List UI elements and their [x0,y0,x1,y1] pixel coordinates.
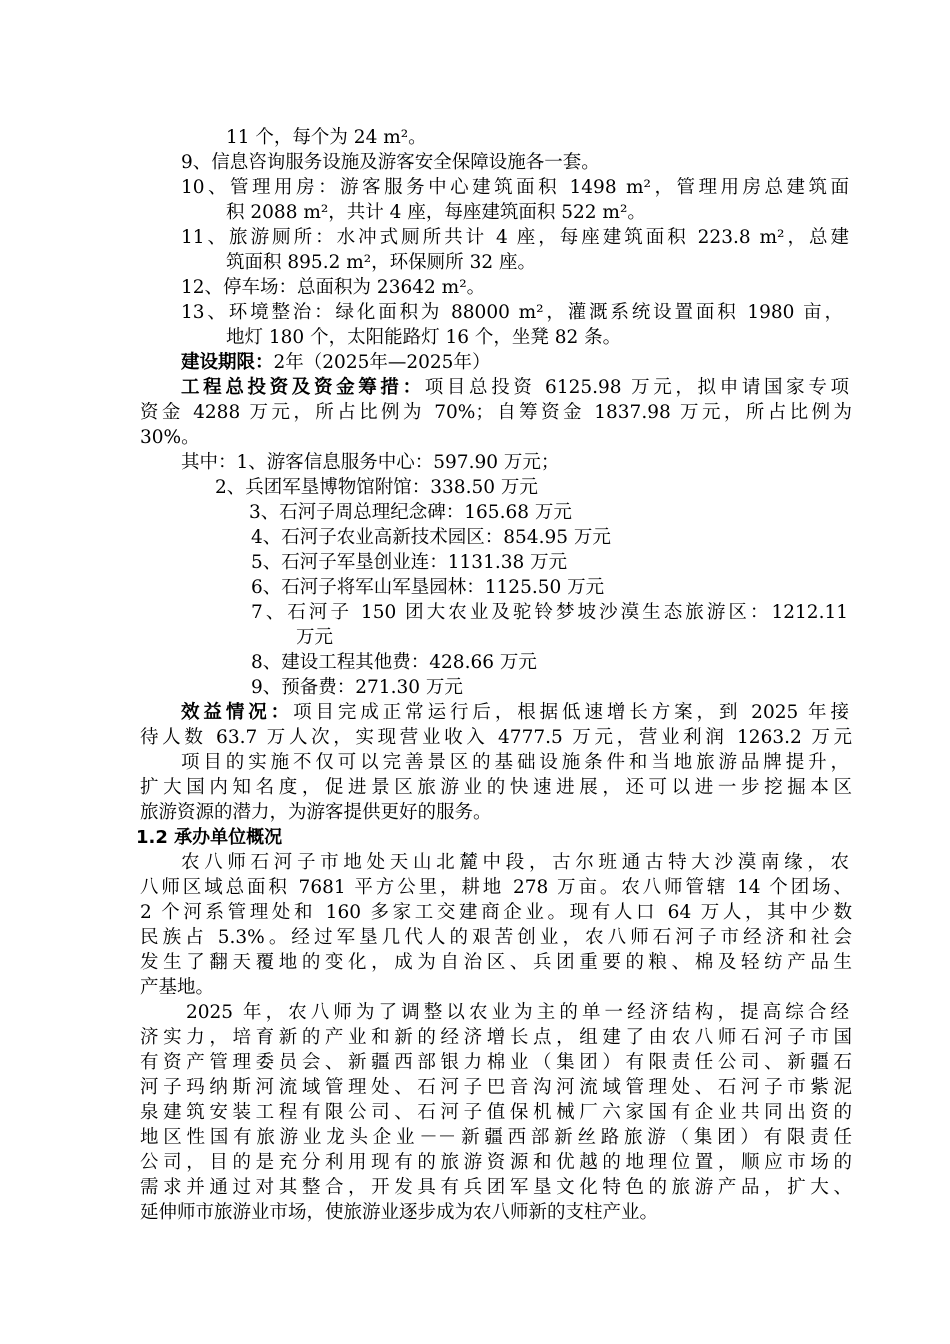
breakdown-item-9: 9、预备费：271.30 万元 [251,677,463,698]
construction-period-value: 2年（2025年—2025年） [273,352,491,373]
benefit-text: 项目完成正常运行后，根据低速增长方案，到 2025 年接 [293,702,849,723]
breakdown-item-1: 其中：1、游客信息服务中心：597.90 万元； [181,452,560,473]
item-8-continuation: 11 个，每个为 24 m²。 [226,127,427,148]
investment-line-1 [181,376,849,400]
section-para1-line-1: 农八师石河子市地处天山北麓中段，古尔班通古特大沙漠南缘，农 [181,852,849,873]
item-10-line-1: 10、管理用房：游客服务中心建筑面积 1498 m²，管理用房总建筑面 [181,177,849,198]
benefit-para-line-2: 扩大国内知名度，促进景区旅游业的快速进展，还可以进一步挖掘本区 [140,777,852,798]
section-para2-line-1: 2025 年，农八师为了调整以农业为主的单一经济结构，提高综合经 [186,1002,849,1023]
breakdown-item-2: 2、兵团军垦博物馆附馆：338.50 万元 [215,477,538,498]
item-11-line-1: 11、旅游厕所：水冲式厕所共计 4 座，每座建筑面积 223.8 m²，总建 [181,227,849,248]
item-12: 12、停车场：总面积为 23642 m²。 [181,277,486,298]
breakdown-item-8: 8、建设工程其他费：428.66 万元 [251,652,537,673]
section-para1-line-5: 发生了翻天覆地的变化，成为自治区、兵团重要的粮、棉及轻纺产品生 [140,952,852,973]
item-13-line-1: 13、环境整治：绿化面积为 88000 m²，灌溉系统设置面积 1980 亩， [181,302,843,323]
section-para2-line-5: 泉建筑安装工程有限公司、石河子值保机械厂六家国有企业共同出资的 [140,1102,852,1123]
item-9: 9、信息咨询服务设施及游客安全保障设施各一套。 [181,152,600,173]
investment-text: 项目总投资 6125.98 万元，拟申请国家专项 [424,377,849,398]
breakdown-item-4: 4、石河子农业高新技术园区：854.95 万元 [251,527,611,548]
section-para1-line-6: 产基地。 [140,977,215,998]
benefit-line-1 [181,701,849,725]
item-10-line-2: 积 2088 m²，共计 4 座，每座建筑面积 522 m²。 [226,202,646,223]
section-para1-line-2: 八师区域总面积 7681 平方公里，耕地 278 万亩。农八师管辖 14 个团场、 [140,877,852,898]
section-para1-line-4: 民族占 5.3%。经过军垦几代人的艰苦创业，农八师石河子市经济和社会 [140,927,852,948]
section-para1-line-3: 2 个河系管理处和 160 多家工交建商企业。现有人口 64 万人，其中少数 [140,902,852,923]
breakdown-item-6: 6、石河子将军山军垦园林：1125.50 万元 [251,577,605,598]
section-para2-line-2: 济实力，培育新的产业和新的经济增长点，组建了由农八师石河子市国 [140,1027,852,1048]
breakdown-item-5: 5、石河子军垦创业连：1131.38 万元 [251,552,568,573]
breakdown-item-3: 3、石河子周总理纪念碑：165.68 万元 [249,502,572,523]
benefit-line-2: 待人数 63.7 万人次，实现营业收入 4777.5 万元，营业利润 1263.2 万元 [140,727,852,748]
item-13-line-2: 地灯 180 个，太阳能路灯 16 个，坐凳 82 条。 [226,327,622,348]
item-11-line-2: 筑面积 895.2 m²，环保厕所 32 座。 [226,252,536,273]
section-para2-line-8: 需求并通过对其整合，开发具有兵团军垦文化特色的旅游产品，扩大、 [140,1177,852,1198]
construction-period-label: 建设期限： [181,352,274,373]
investment-line-3: 30%。 [140,427,200,448]
construction-period [181,351,490,375]
investment-line-2: 资金 4288 万元，所占比例为 70%；自筹资金 1837.98 万元，所占比例为 [140,402,852,423]
section-heading: 1.2 承办单位概况 [136,827,283,848]
benefit-para-line-1: 项目的实施不仅可以完善景区的基础设施条件和当地旅游品牌提升， [181,752,849,773]
section-para2-line-4: 河子玛纳斯河流域管理处、石河子巴音沟河流域管理处、石河子市紫泥 [140,1077,852,1098]
breakdown-item-7-continuation: 万元 [296,627,334,648]
benefit-label: 效益情况： [181,702,294,723]
breakdown-item-7: 7、石河子 150 团大农业及驼铃梦坡沙漠生态旅游区：1212.11 [251,602,848,623]
benefit-para-line-3: 旅游资源的潜力，为游客提供更好的服务。 [140,802,492,823]
section-para2-line-3: 有资产管理委员会、新疆西部银力棉业（集团）有限责任公司、新疆石 [140,1052,852,1073]
section-para2-line-9: 延伸师市旅游业市场，使旅游业逐步成为农八师新的支柱产业。 [140,1202,659,1223]
investment-label: 工程总投资及资金筹措： [181,377,425,398]
section-para2-line-6: 地区性国有旅游业龙头企业－－新疆西部新丝路旅游（集团）有限责任 [140,1127,852,1148]
section-para2-line-7: 公司，目的是充分利用现有的旅游资源和优越的地理位置，顺应市场的 [140,1152,852,1173]
